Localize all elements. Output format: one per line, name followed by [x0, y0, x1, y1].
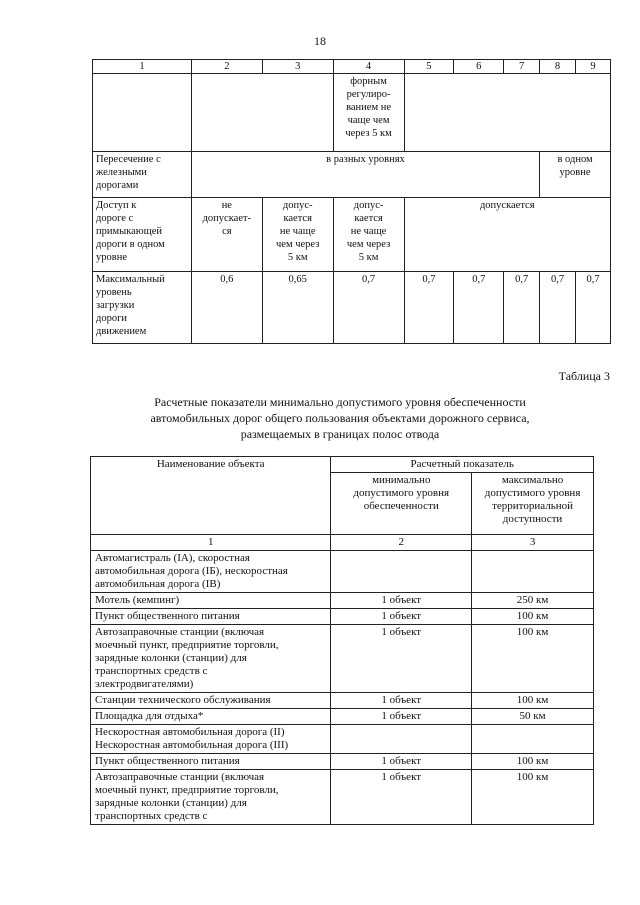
name-line: Нескоростная автомобильная дорога (II) [95, 726, 285, 738]
min-value [331, 725, 472, 754]
page-number: 18 [314, 34, 326, 48]
name-line: транспортных средств с [95, 665, 208, 677]
label-line: Доступ к [96, 200, 137, 211]
col-min-header [331, 473, 472, 535]
header-line: допустимого уровня [353, 487, 450, 499]
header-line: максимально [501, 474, 564, 486]
one-level-line: в одном [557, 154, 593, 165]
different-levels: в разных уровнях [191, 152, 539, 198]
one-level-line: уровне [559, 167, 591, 178]
load-value: 0,7 [454, 272, 504, 344]
label-line: Максимальный [96, 274, 165, 285]
min-value: 1 объект [331, 754, 472, 770]
name-line: Нескоростная автомобильная дорога (III) [95, 739, 289, 751]
object-name [91, 725, 331, 754]
access-col-2 [191, 198, 262, 272]
number-cell: 1 [91, 535, 331, 551]
name-line: автомобильная дорога (IB) [95, 578, 221, 590]
cell-line: допус- [282, 200, 313, 211]
cell-line: 5 км [358, 252, 379, 263]
access-label [93, 198, 192, 272]
table-row [91, 770, 594, 825]
cell-line: не [221, 200, 232, 211]
load-value: 0,65 [262, 272, 333, 344]
max-value: 100 км [472, 609, 594, 625]
header-col-9: 9 [576, 60, 611, 74]
railway-label [93, 152, 192, 198]
object-name [91, 609, 331, 625]
min-value: 1 объект [331, 709, 472, 725]
max-value: 50 км [472, 709, 594, 725]
label-line: уровне [96, 252, 127, 263]
name-line: Автозаправочные станции (включая [95, 626, 265, 638]
name-line: Станции технического обслуживания [95, 694, 271, 706]
object-name [91, 693, 331, 709]
max-value: 100 км [472, 693, 594, 709]
max-value: 250 км [472, 593, 594, 609]
header-line: допустимого уровня [484, 487, 581, 499]
header-col-5: 5 [404, 60, 454, 74]
load-value: 0,7 [404, 272, 454, 344]
max-value [472, 725, 594, 754]
header-col-6: 6 [454, 60, 504, 74]
road-service-table [90, 456, 594, 825]
min-value: 1 объект [331, 609, 472, 625]
cont-line: чаще чем [347, 115, 390, 126]
object-name [91, 625, 331, 693]
header-line: доступности [502, 513, 563, 525]
name-line: моечный пункт, предприятие торговли, [95, 639, 279, 651]
header-col-1: 1 [93, 60, 192, 74]
object-name [91, 754, 331, 770]
object-name [91, 593, 331, 609]
label-line: уровень [96, 287, 132, 298]
header-line: обеспеченности [363, 500, 439, 512]
name-line: моечный пункт, предприятие торговли, [95, 784, 279, 796]
cell-line: кается [283, 213, 312, 224]
table-row [91, 625, 594, 693]
table-row [91, 551, 594, 593]
cell-line: допускает- [202, 213, 252, 224]
name-line: электродвигателями) [95, 678, 194, 690]
min-value: 1 объект [331, 625, 472, 693]
table-row [91, 725, 594, 754]
object-name [91, 551, 331, 593]
name-line: Пункт общественного питания [95, 755, 240, 767]
col-group-header: Расчетный показатель [331, 457, 594, 473]
title-line: размещаемых в границах полос отвода [240, 427, 440, 441]
name-line: транспортных средств с [95, 810, 208, 822]
header-col-8: 8 [540, 60, 576, 74]
cont-line: регулиро- [346, 89, 391, 100]
min-value: 1 объект [331, 770, 472, 825]
cont-line: форным [350, 76, 387, 87]
number-cell: 3 [472, 535, 594, 551]
access-col-4 [333, 198, 404, 272]
header-col-3: 3 [262, 60, 333, 74]
name-line: Автозаправочные станции (включая [95, 771, 265, 783]
title-line: автомобильных дорог общего пользования объектами дорожного сервиса, [150, 411, 530, 425]
table-3-title [100, 394, 580, 442]
cell-line: кается [354, 213, 383, 224]
max-value: 100 км [472, 770, 594, 825]
continued-row [93, 74, 611, 152]
label-line: дороги [96, 313, 128, 324]
header-line: минимально [372, 474, 431, 486]
access-col-3 [262, 198, 333, 272]
t3-header-row [91, 457, 594, 473]
label-line: примыкающей [96, 226, 162, 237]
cont-col-1 [93, 74, 192, 152]
cell-line: 5 км [287, 252, 308, 263]
header-line: территориальной [492, 500, 573, 512]
cont-col-5-9 [404, 74, 611, 152]
table-3-label: Таблица 3 [558, 369, 610, 383]
name-line: Пункт общественного питания [95, 610, 240, 622]
load-value: 0,7 [504, 272, 540, 344]
max-value: 100 км [472, 754, 594, 770]
name-line: зарядные колонки (станции) для [95, 652, 247, 664]
name-line: Площадка для отдыха* [95, 710, 204, 722]
title-line: Расчетные показатели минимально допустимого уровня обеспеченности [154, 395, 526, 409]
min-value [331, 551, 472, 593]
label-line: дороги в одном [96, 239, 165, 250]
name-line: Мотель (кемпинг) [95, 594, 180, 606]
access-row [93, 198, 611, 272]
cell-line: не чаще [350, 226, 387, 237]
cont-line: через 5 км [345, 128, 392, 139]
table-row [91, 693, 594, 709]
name-line: автомобильная дорога (IБ), нескоростная [95, 565, 288, 577]
table-row [91, 593, 594, 609]
max-load-row [93, 272, 611, 344]
min-value: 1 объект [331, 693, 472, 709]
load-value: 0,7 [540, 272, 576, 344]
table-row [91, 709, 594, 725]
table-row [91, 609, 594, 625]
label-line: дороге с [96, 213, 134, 224]
name-line: Автомагистраль (IA), скоростная [95, 552, 250, 564]
cont-line: ванием не [346, 102, 392, 113]
cell-line: чем через [346, 239, 391, 250]
header-col-2: 2 [191, 60, 262, 74]
number-cell: 2 [331, 535, 472, 551]
max-value [472, 551, 594, 593]
access-allowed: допускается [404, 198, 611, 272]
min-value: 1 объект [331, 593, 472, 609]
cell-line: не чаще [279, 226, 316, 237]
label-line: движением [96, 326, 147, 337]
label-line: Пересечение с [96, 154, 161, 165]
cont-col-2-3 [191, 74, 333, 152]
label-line: загрузки [96, 300, 135, 311]
label-line: железными [96, 167, 147, 178]
max-value: 100 км [472, 625, 594, 693]
load-value: 0,7 [333, 272, 404, 344]
table-row [91, 754, 594, 770]
object-name [91, 709, 331, 725]
road-parameters-table [92, 59, 611, 344]
cell-line: допус- [353, 200, 384, 211]
railway-crossing-row [93, 152, 611, 198]
one-level [540, 152, 611, 198]
header-row [93, 60, 611, 74]
header-col-4: 4 [333, 60, 404, 74]
object-name [91, 770, 331, 825]
cell-line: чем через [276, 239, 320, 250]
load-value: 0,7 [576, 272, 611, 344]
max-load-label [93, 272, 192, 344]
col-max-header [472, 473, 594, 535]
header-col-7: 7 [504, 60, 540, 74]
t3-number-row [91, 535, 594, 551]
label-line: дорогами [96, 180, 139, 191]
col-name-header: Наименование объекта [91, 457, 331, 535]
load-value: 0,6 [191, 272, 262, 344]
name-line: зарядные колонки (станции) для [95, 797, 247, 809]
cont-col-4 [333, 74, 404, 152]
cell-line: ся [222, 226, 232, 237]
